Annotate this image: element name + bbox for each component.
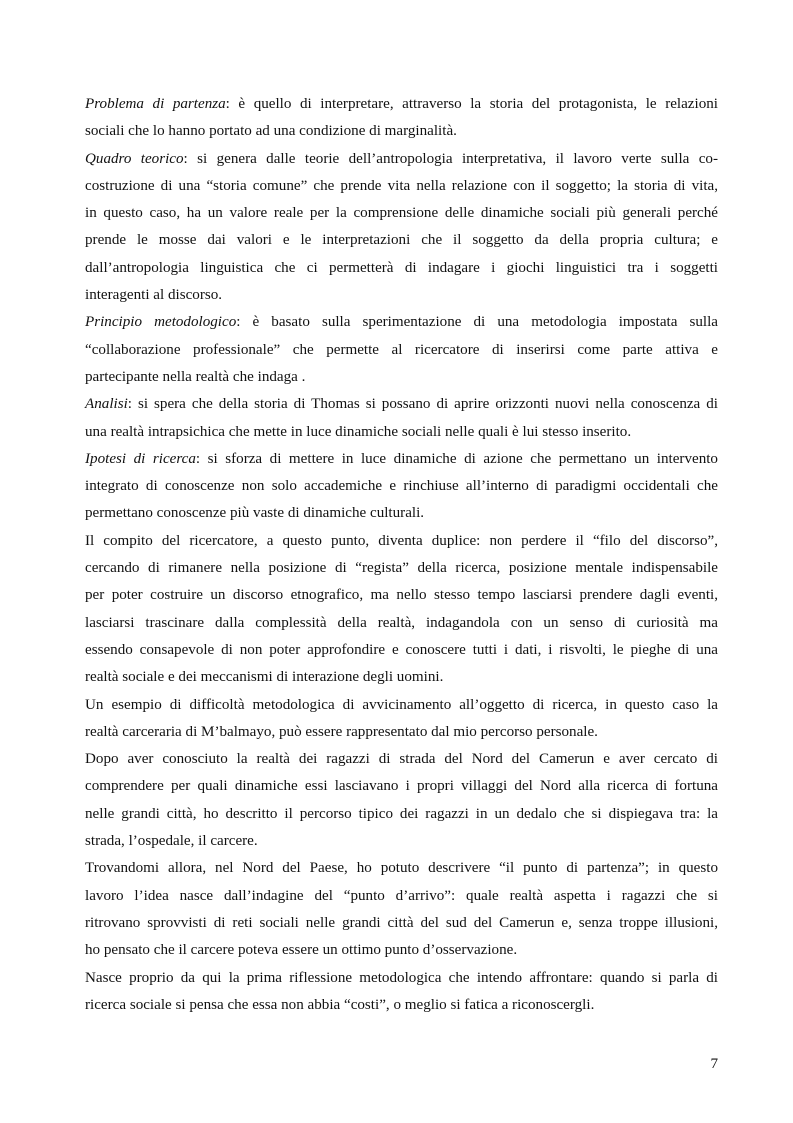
text-line [85,91,718,118]
line-text: essendo consapevole di non poter approfondire e conoscere tutti i dati, i risvolti, le pieghe di una [85,641,718,658]
text-line [85,200,718,227]
text-line [85,528,718,555]
line-text: realtà sociale e dei meccanismi di interazione degli uomini. [85,669,444,686]
text-line [85,391,718,418]
line-text: : si spera che della storia di Thomas si possano di aprire orizzonti nuovi nella conoscenza di [127,396,718,413]
paragraph [85,309,718,391]
text-line [85,746,718,773]
line-text: : è basato sulla sperimentazione di una metodologia impostata sulla [236,314,719,331]
line-text: interagenti al discorso. [85,287,223,304]
text-line [85,173,718,200]
text-line [85,364,718,391]
line-text: : è quello di interpretare, attraverso la storia del protagonista, le relazioni [225,96,718,112]
text-line [85,309,718,336]
line-text: Nasce proprio da qui la prima riflessione metodologica che intendo affrontare: quando si parla di [85,969,718,986]
line-text: prende le mosse dai valori e le interpretazioni che il soggetto da della propria cultura; e [85,232,718,249]
text-line [85,910,718,937]
section-term: Analisi [85,396,128,413]
text-line [85,419,718,446]
text-line [85,937,718,964]
paragraph [85,692,718,747]
section-term: Quadro teorico [85,150,184,167]
text-line [85,692,718,719]
paragraph [85,146,718,310]
text-line [85,801,718,828]
page-number: 7 [710,1056,718,1072]
text-line [85,992,718,1019]
text-line [85,610,718,637]
line-text: “collaborazione professionale” che permette al ricercatore di inserirsi come parte attiva e [85,341,718,358]
text-line [85,500,718,527]
text-line [85,828,718,855]
paragraph [85,746,718,855]
line-text: partecipante nella realtà che indaga . [85,368,306,385]
text-line [85,855,718,882]
text-line [85,773,718,800]
line-text: : si sforza di mettere in luce dinamiche di azione che permettano un intervento [195,450,718,467]
line-text: per poter costruire un discorso etnografico, ma nello stesso tempo lasciarsi prendere dagli eventi, [85,587,718,604]
text-line [85,473,718,500]
line-text: Trovandomi allora, nel Nord del Paese, ho potuto descrivere “il punto di partenza”; in questo [85,860,718,877]
line-text: ritrovano sprovvisti di reti sociali nelle grandi città del sud del Camerun e, senza troppe illusioni, [85,914,718,931]
line-text: : si genera dalle teorie dell’antropologia interpretativa, il lavoro verte sulla co- [183,150,718,167]
paragraph [85,855,718,964]
section-term: Principio metodologico [85,314,237,331]
line-text: cercando di rimanere nella posizione di “regista” della ricerca, posizione mentale indispensabile [85,560,718,577]
line-text: strada, l’ospedale, il carcere. [85,833,258,850]
text-line [85,118,718,145]
paragraph [85,965,718,1020]
line-text: Un esempio di difficoltà metodologica di avvicinamento all’oggetto di ricerca, in questo caso la [85,696,718,713]
line-text: ricerca sociale si pensa che essa non abbia “costi”, o meglio si fatica a riconoscergli. [85,996,595,1013]
line-text: comprendere per quali dinamiche essi lasciavano i propri villaggi del Nord alla ricerca di fortuna [85,778,718,795]
text-line [85,446,718,473]
line-text: in questo caso, ha un valore reale per la comprensione delle dinamiche sociali più generali perché [85,205,718,222]
line-text: realtà carceraria di M’balmayo, può essere rappresentato dal mio percorso personale. [85,723,598,740]
text-line [85,282,718,309]
line-text: integrato di conoscenze non solo accademiche e rinchiuse all’interno di paradigmi occidentali che [85,478,718,495]
paragraph [85,91,718,146]
text-line [85,582,718,609]
line-text: nelle grandi città, ho descritto il percorso tipico dei ragazzi in un dedalo che si dispiegava tra: la [85,805,718,822]
text-line [85,965,718,992]
line-text: lavoro l’idea nasce dall’indagine del “punto d’arrivo”: quale realtà aspetta i ragazzi che si [85,887,718,904]
line-text: Dopo aver conosciuto la realtà dei ragazzi di strada del Nord del Camerun e aver cercato di [85,751,718,768]
line-text: una realtà intrapsichica che mette in luce dinamiche sociali nelle quali è lui stesso inserito. [85,423,632,440]
text-line [85,227,718,254]
line-text: costruzione di una “storia comune” che prende vita nella relazione con il soggetto; la storia di vita, [85,177,718,194]
section-term: Ipotesi di ricerca [85,450,196,467]
section-term: Problema di partenza [85,96,226,112]
text-line [85,883,718,910]
line-text: dall’antropologia linguistica che ci permetterà di indagare i giochi linguistici tra i soggetti [85,259,718,276]
line-text: permettano conoscenze più vaste di dinamiche culturali. [85,505,425,522]
text-line [85,719,718,746]
text-line [85,555,718,582]
paragraph [85,391,718,446]
text-line [85,337,718,364]
text-line [85,255,718,282]
text-line [85,664,718,691]
text-line [85,637,718,664]
paragraph [85,528,718,692]
line-text: sociali che lo hanno portato ad una condizione di marginalità. [85,123,457,140]
document-body [85,91,718,1019]
line-text: Il compito del ricercatore, a questo punto, diventa duplice: non perdere il “filo del discorso”, [85,532,718,549]
line-text: ho pensato che il carcere poteva essere un ottimo punto d’osservazione. [85,942,518,959]
line-text: lasciarsi trascinare dalla complessità della realtà, indagandola con un senso di curiosità ma [85,614,718,631]
paragraph [85,446,718,528]
text-line [85,146,718,173]
